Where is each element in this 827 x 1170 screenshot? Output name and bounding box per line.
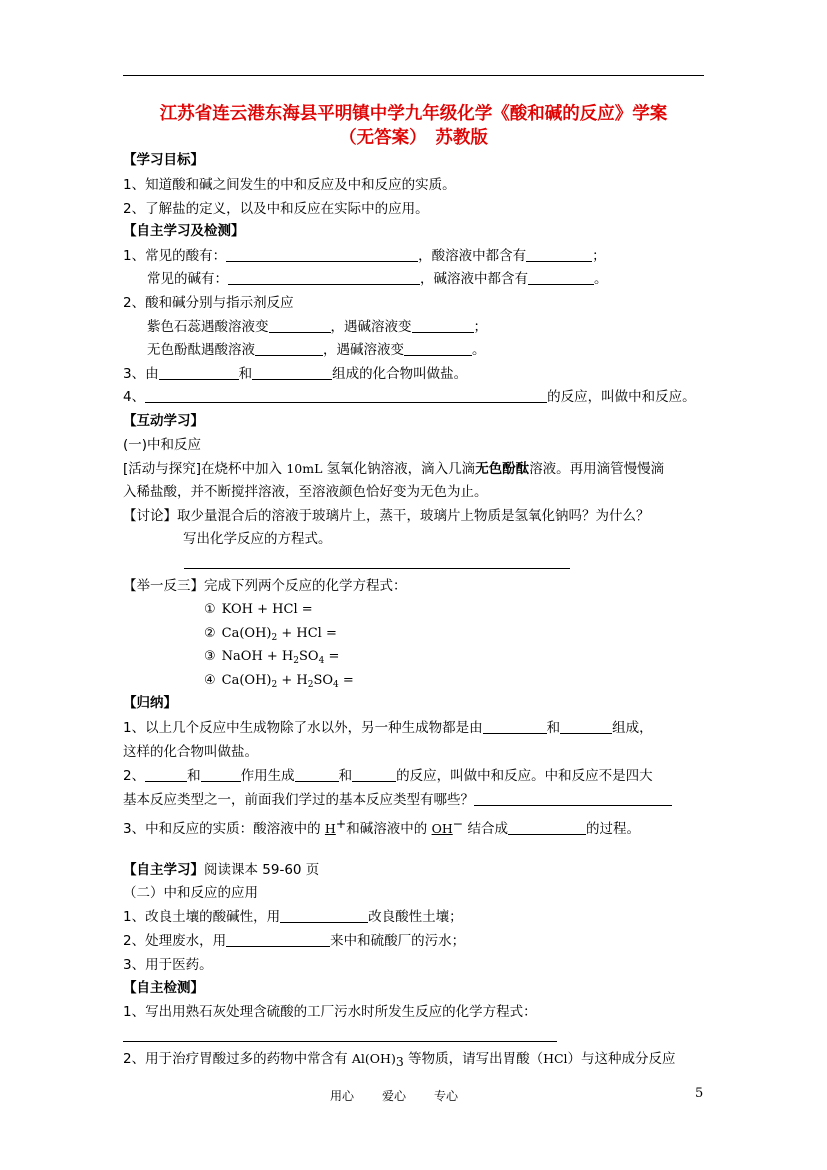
section-heading-check: 【自主检测】 bbox=[123, 980, 204, 996]
section-heading-summary: 【归纳】 bbox=[123, 695, 177, 711]
equation-4: ④ $Ca(OH)_2 + H_2SO_4$ = bbox=[204, 673, 354, 690]
answer-blank[interactable] bbox=[412, 317, 474, 333]
subsection-applications: （二）中和反应的应用 bbox=[123, 885, 258, 901]
answer-blank[interactable] bbox=[508, 819, 586, 835]
question-1a: 1、常见的酸有： ，酸溶液中都含有 ； bbox=[123, 248, 606, 264]
question-1b: 常见的碱有： ，碱溶液中都含有 。 bbox=[147, 271, 608, 287]
doc-title-line1: 江苏省连云港东海县平明镇中学九年级化学《酸和碱的反应》学案 bbox=[159, 104, 668, 124]
answer-blank[interactable] bbox=[145, 387, 547, 403]
answer-line[interactable] bbox=[184, 568, 570, 569]
section-heading-goals: 【学习目标】 bbox=[123, 152, 204, 168]
activity-line-1: [活动与探究]在烧杯中加入 10mL 氢氧化钠溶液，滴入几滴无色酚酞溶液。再用滴管慢慢滴 bbox=[123, 461, 665, 477]
doc-title-line2: （无答案） 苏教版 bbox=[339, 128, 488, 148]
answer-line[interactable] bbox=[123, 1041, 557, 1042]
check-question-1: 1、写出用熟石灰处理含硫酸的工厂污水时所发生反应的化学方程式： bbox=[123, 1004, 537, 1020]
question-4: 4、 的反应，叫做中和反应。 bbox=[123, 389, 696, 405]
answer-blank[interactable] bbox=[404, 340, 472, 356]
footer-motto: 用心 爱心 专心 bbox=[330, 1089, 459, 1103]
answer-blank[interactable] bbox=[228, 269, 420, 285]
answer-blank[interactable] bbox=[255, 340, 323, 356]
question-2a: 紫色石蕊遇酸溶液变 ，遇碱溶液变 ； bbox=[147, 319, 487, 335]
practice-heading: 【举一反三】完成下列两个反应的化学方程式： bbox=[123, 578, 407, 594]
check-question-2: 2、用于治疗胃酸过多的药物中常含有 Al(OH)3 等物质，请写出胃酸（HCl）与这种成分反应 bbox=[123, 1051, 676, 1069]
summary-3: 3、中和反应的实质：酸溶液中的 H+和碱溶液中的 OH− 结合成 的过程。 bbox=[123, 816, 641, 837]
question-2b: 无色酚酞遇酸溶液 ，遇碱溶液变 。 bbox=[147, 342, 486, 358]
answer-blank[interactable] bbox=[560, 718, 612, 734]
goal-item-2: 2、了解盐的定义，以及中和反应在实际中的应用。 bbox=[123, 201, 429, 217]
question-2: 2、酸和碱分别与指示剂反应 bbox=[123, 295, 294, 311]
answer-blank[interactable] bbox=[474, 790, 672, 806]
summary-2: 2、 和 作用生成 和 的反应，叫做中和反应。中和反应不是四大 bbox=[123, 768, 653, 784]
header-rule bbox=[123, 75, 704, 76]
answer-blank[interactable] bbox=[252, 364, 332, 380]
answer-blank[interactable] bbox=[201, 766, 241, 782]
summary-1-line-2: 这样的化合物叫做盐。 bbox=[123, 744, 258, 760]
section-heading-selfstudy: 【自主学习】阅读课本 59-60 页 bbox=[123, 862, 320, 878]
answer-blank[interactable] bbox=[145, 766, 187, 782]
application-2: 2、处理废水，用 来中和硫酸厂的污水； bbox=[123, 933, 466, 949]
answer-blank[interactable] bbox=[269, 317, 331, 333]
equation-1: ① KOH + HCl = bbox=[204, 602, 313, 617]
summary-1: 1、以上几个反应中生成物除了水以外，另一种生成物都是由 和 组成， bbox=[123, 720, 653, 736]
equation-3: ③ NaOH + $H_2SO_4$ = bbox=[204, 649, 340, 666]
answer-blank[interactable] bbox=[526, 246, 592, 262]
section-heading-selfcheck: 【自主学习及检测】 bbox=[123, 223, 245, 239]
application-3: 3、用于医药。 bbox=[123, 957, 213, 973]
summary-2-line-2: 基本反应类型之一，前面我们学过的基本反应类型有哪些？ bbox=[123, 789, 672, 811]
goal-item-1: 1、知道酸和碱之间发生的中和反应及中和反应的实质。 bbox=[123, 177, 456, 193]
section-heading-interactive: 【互动学习】 bbox=[123, 413, 204, 429]
answer-blank[interactable] bbox=[352, 766, 396, 782]
answer-blank[interactable] bbox=[483, 718, 547, 734]
page-number: 5 bbox=[695, 1086, 704, 1101]
application-1: 1、改良土壤的酸碱性，用 改良酸性土壤； bbox=[123, 909, 463, 925]
equation-2: ② $Ca(OH)_2$ + HCl = bbox=[204, 626, 337, 643]
activity-line-2: 入稀盐酸，并不断搅拌溶液，至溶液颜色恰好变为无色为止。 bbox=[123, 484, 488, 500]
answer-blank[interactable] bbox=[280, 907, 368, 923]
answer-blank[interactable] bbox=[295, 766, 339, 782]
answer-blank[interactable] bbox=[226, 246, 418, 262]
discussion-line-2: 写出化学反应的方程式。 bbox=[183, 531, 332, 547]
answer-blank[interactable] bbox=[159, 364, 239, 380]
question-3: 3、由 和 组成的化合物叫做盐。 bbox=[123, 366, 468, 382]
discussion-line-1: 【讨论】取少量混合后的溶液于玻璃片上，蒸干，玻璃片上物质是氢氧化钠吗？为什么？ bbox=[123, 508, 650, 524]
answer-blank[interactable] bbox=[226, 931, 330, 947]
answer-blank[interactable] bbox=[528, 269, 594, 285]
subsection-neutralization: (一)中和反应 bbox=[123, 437, 202, 453]
